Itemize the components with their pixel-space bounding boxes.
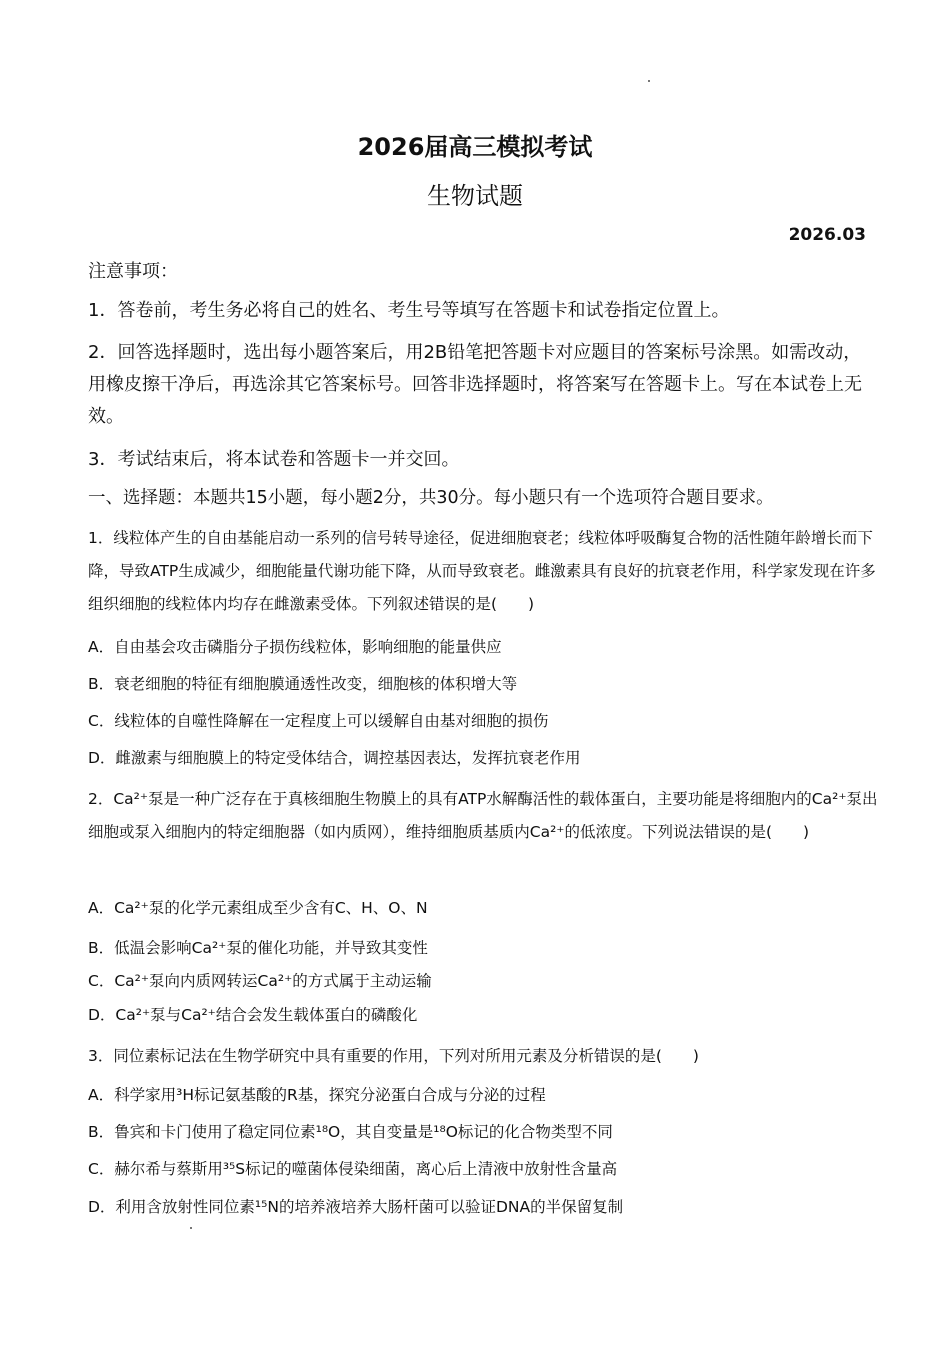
section-heading: 一、选择题：本题共15小题，每小题2分，共30分。每小题只有一个选项符合题目要求。 bbox=[88, 488, 774, 508]
question-2-stem: 2．Ca²⁺泵是一种广泛存在于真核细胞生物膜上的具有ATP水解酶活性的载体蛋白，主要功能是将细胞内的Ca²⁺泵出细胞或泵入细胞内的特定细胞器（如内质网），维持细胞质基质内Ca²⁺的低浓度。下列说法错误的是( ) bbox=[88, 790, 878, 841]
question-2-option-b: B．低温会影响Ca²⁺泵的催化功能，并导致其变性 bbox=[88, 939, 428, 957]
scan-dot bbox=[190, 1227, 192, 1229]
question-3-option-a: A．科学家用³H标记氨基酸的R基，探究分泌蛋白合成与分泌的过程 bbox=[88, 1086, 546, 1104]
notice-heading: 注意事项： bbox=[88, 261, 178, 282]
question-3-stem: 3．同位素标记法在生物学研究中具有重要的作用，下列对所用元素及分析错误的是( ) bbox=[88, 1047, 699, 1065]
question-3-option-b: B．鲁宾和卡门使用了稳定同位素¹⁸O，其自变量是¹⁸O标记的化合物类型不同 bbox=[88, 1123, 613, 1141]
question-2-option-d: D．Ca²⁺泵与Ca²⁺结合会发生载体蛋白的磷酸化 bbox=[88, 1006, 418, 1024]
notice-item-2: 2．回答选择题时，选出每小题答案后，用2B铅笔把答题卡对应题目的答案标号涂黑。如需改动，用橡皮擦干净后，再选涂其它答案标号。回答非选择题时，将答案写在答题卡上。写在本试卷上无效。 bbox=[88, 342, 862, 427]
question-1-option-c: C．线粒体的自噬性降解在一定程度上可以缓解自由基对细胞的损伤 bbox=[88, 712, 549, 730]
question-1-stem: 1．线粒体产生的自由基能启动一系列的信号转导途径，促进细胞衰老；线粒体呼吸酶复合物的活性随年龄增长而下降，导致ATP生成减少，细胞能量代谢功能下降，从而导致衰老。雌激素具有良好的抗衰老作用，科学家发现在许多组织细胞的线粒体内均存在雌激素受体。下列叙述错误的是( ) bbox=[88, 529, 876, 613]
question-3-option-d: D．利用含放射性同位素¹⁵N的培养液培养大肠杆菌可以验证DNA的半保留复制 bbox=[88, 1198, 624, 1216]
question-2-option-c: C．Ca²⁺泵向内质网转运Ca²⁺的方式属于主动运输 bbox=[88, 972, 432, 990]
question-2-option-a: A．Ca²⁺泵的化学元素组成至少含有C、H、O、N bbox=[88, 899, 428, 917]
scan-dot bbox=[648, 80, 650, 82]
question-3-option-c: C．赫尔希与蔡斯用³⁵S标记的噬菌体侵染细菌，离心后上清液中放射性含量高 bbox=[88, 1160, 618, 1178]
exam-date: 2026.03 bbox=[788, 225, 866, 245]
question-1-option-a: A．自由基会攻击磷脂分子损伤线粒体，影响细胞的能量供应 bbox=[88, 638, 502, 656]
exam-title: 2026届高三模拟考试 bbox=[357, 133, 593, 161]
question-1-option-b: B．衰老细胞的特征有细胞膜通透性改变，细胞核的体积增大等 bbox=[88, 675, 518, 693]
notice-item-3: 3．考试结束后，将本试卷和答题卡一并交回。 bbox=[88, 449, 460, 470]
question-1-option-d: D．雌激素与细胞膜上的特定受体结合，调控基因表达，发挥抗衰老作用 bbox=[88, 749, 581, 767]
notice-item-1: 1．答卷前，考生务必将自己的姓名、考生号等填写在答题卡和试卷指定位置上。 bbox=[88, 300, 730, 321]
exam-subject: 生物试题 bbox=[427, 182, 523, 210]
